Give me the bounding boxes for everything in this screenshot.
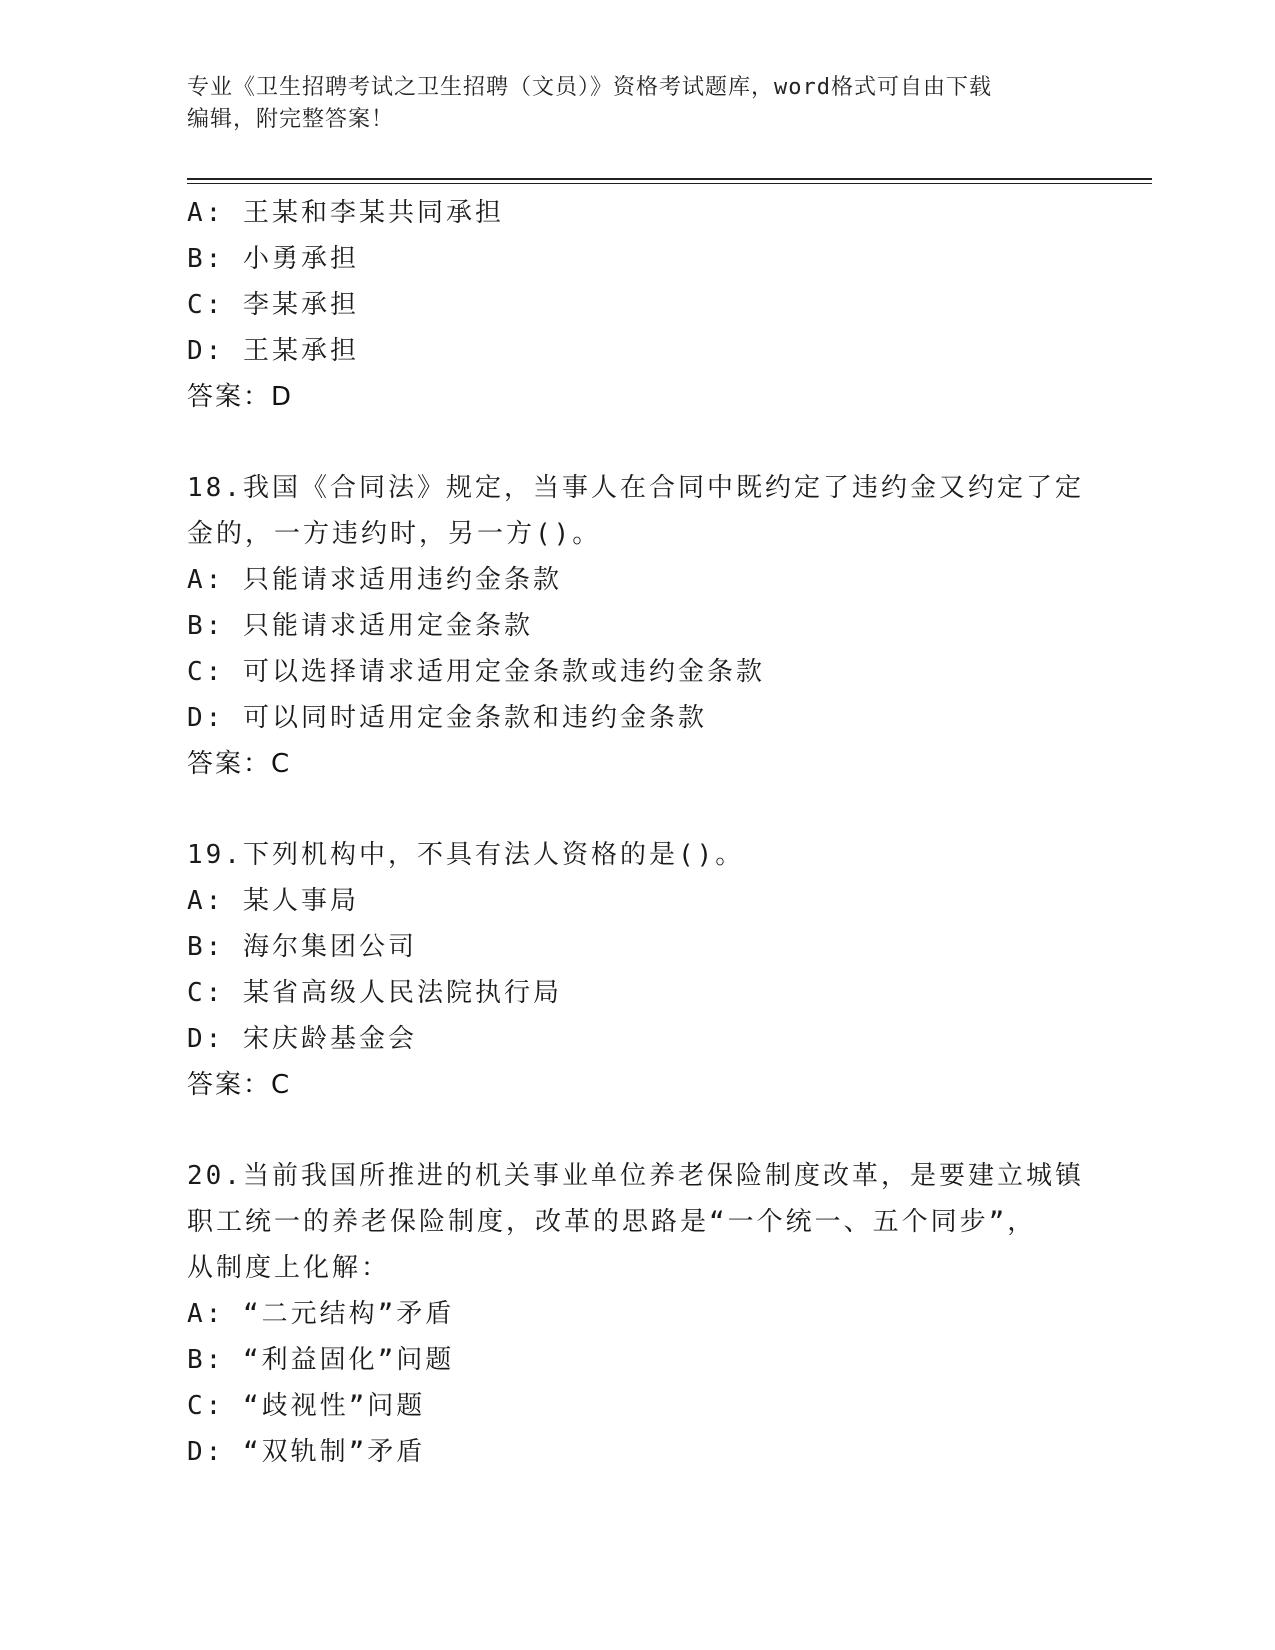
question-stem-line-1: 20.当前我国所推进的机关事业单位养老保险制度改革，是要建立城镇: [187, 1161, 1084, 1191]
option-c: C: 可以选择请求适用定金条款或违约金条款: [187, 657, 765, 687]
option-b: B: “利益固化”问题: [187, 1345, 455, 1375]
question-stem-line-2: 职工统一的养老保险制度，改革的思路是“一个统一、五个同步”，: [187, 1207, 1037, 1237]
answer-line: 答案：C: [187, 749, 292, 779]
option-d: D: 宋庆龄基金会: [187, 1024, 417, 1054]
question-spacer: [187, 1108, 1087, 1153]
question-list: [187, 190, 1087, 1475]
option-d: D: “双轨制”矛盾: [187, 1437, 426, 1467]
question-stem-line-1: 19.下列机构中，不具有法人资格的是()。: [187, 840, 745, 870]
option-a: A: 王某和李某共同承担: [187, 198, 504, 228]
document-header: [187, 72, 1067, 136]
option-a: A: 某人事局: [187, 886, 359, 916]
option-b: B: 只能请求适用定金条款: [187, 611, 533, 641]
option-d: D: 可以同时适用定金条款和违约金条款: [187, 703, 707, 733]
question-20: [187, 1153, 1087, 1475]
answer-line: 答案：D: [187, 382, 294, 412]
header-divider-thin: [187, 183, 1152, 184]
question-stem-line-1: 18.我国《合同法》规定，当事人在合同中既约定了违约金又约定了定: [187, 473, 1084, 503]
question-stem-line-3: 从制度上化解：: [187, 1253, 391, 1283]
option-b: B: 小勇承担: [187, 244, 359, 274]
header-divider-thick: [187, 178, 1152, 180]
option-c: C: “歧视性”问题: [187, 1391, 426, 1421]
option-a: A: 只能请求适用违约金条款: [187, 565, 562, 595]
question-19: [187, 832, 1087, 1108]
answer-line: 答案：C: [187, 1070, 292, 1100]
question-spacer: [187, 787, 1087, 832]
header-line-1: 专业《卫生招聘考试之卫生招聘（文员）》资格考试题库，word格式可自由下载: [187, 75, 992, 100]
header-line-2: 编辑，附完整答案！: [187, 107, 395, 132]
question-stem-line-2: 金的，一方违约时，另一方()。: [187, 519, 602, 549]
option-b: B: 海尔集团公司: [187, 932, 417, 962]
option-d: D: 王某承担: [187, 336, 359, 366]
option-a: A: “二元结构”矛盾: [187, 1299, 455, 1329]
option-c: C: 李某承担: [187, 290, 359, 320]
option-c: C: 某省高级人民法院执行局: [187, 978, 562, 1008]
question-spacer: [187, 420, 1087, 465]
question-18: [187, 465, 1087, 787]
question-17: [187, 190, 1087, 420]
